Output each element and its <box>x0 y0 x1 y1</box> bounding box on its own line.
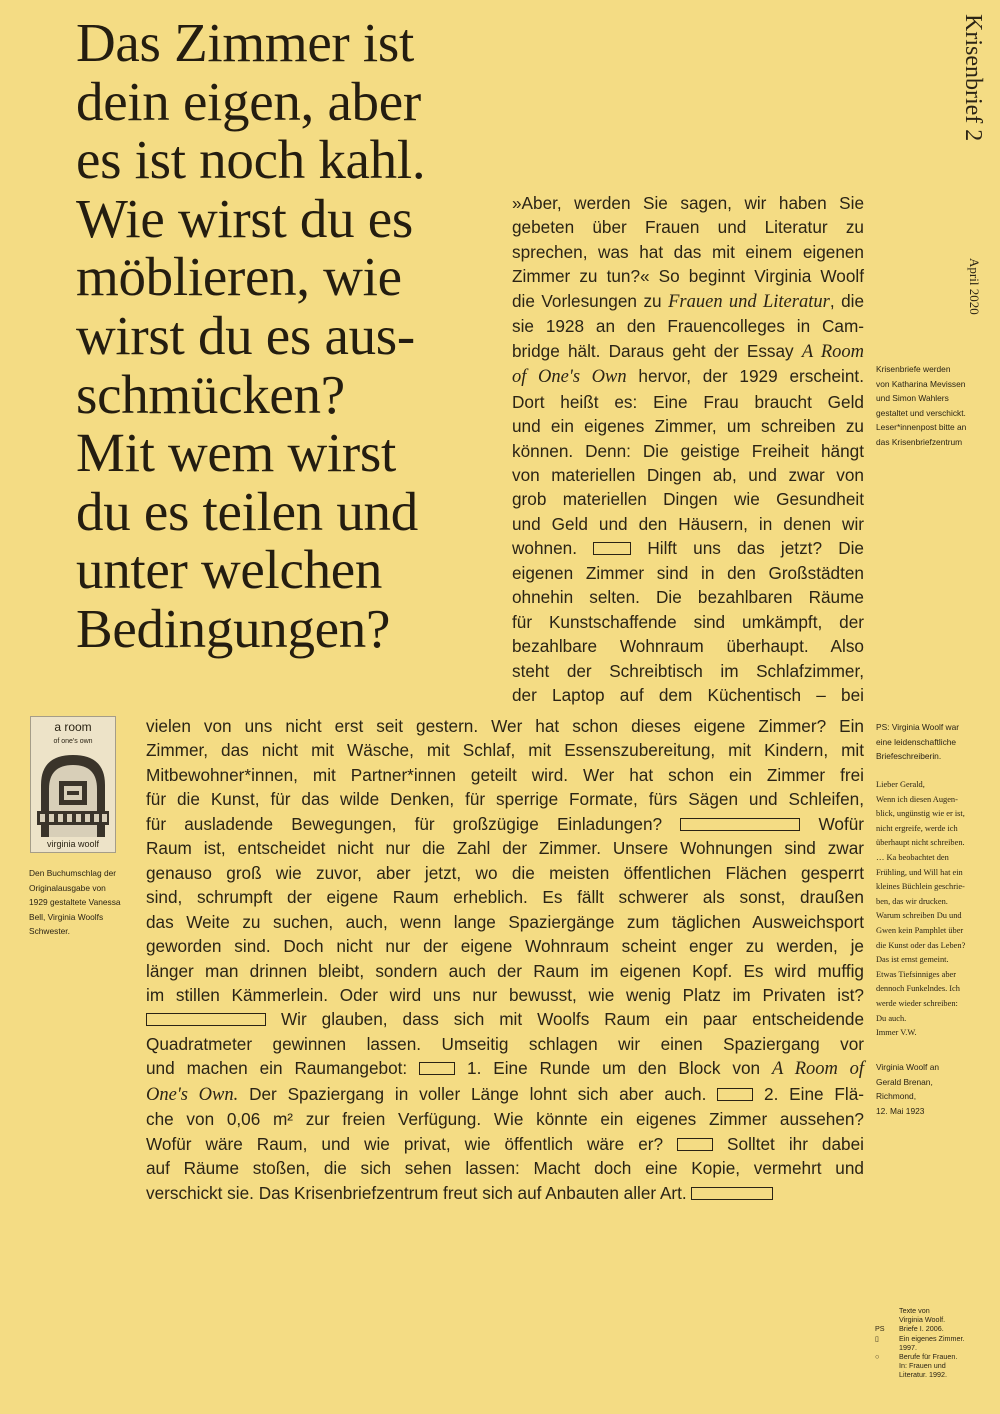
credit-line: 1997. <box>899 1342 917 1352</box>
credits-header-line: Virginia Woolf. <box>899 1315 946 1325</box>
book-cover-image <box>30 716 116 853</box>
caption-line: Originalausgabe von <box>29 882 106 893</box>
letter-source-line: Virginia Woolf an <box>876 1062 940 1072</box>
letter-line: dennoch Funkelndes. Ich <box>876 984 960 994</box>
blank-field-box-icon <box>691 1187 773 1200</box>
credit-symbol: ▯ <box>875 1333 879 1343</box>
caption-line: 1929 gestaltete Vanessa <box>29 897 121 908</box>
letter-line: Gwen kein Pamphlet über <box>876 925 964 935</box>
headline-line: Bedingungen? <box>76 597 391 659</box>
body-text-intro: »Aber, werden Sie sagen, wir haben Sie gebeten über Frauen und Literatur zu sprechen, was hat das mit einem eigenen Zimmer zu tun?« So beginnt Virginia Woolf die Vorlesungen zu Frauen und Literatur, die sie 1928 an den Frauencolleges in Cam- bridge hält. Daraus geht der Essay A Room of One's Own hervor, der 1929 erscheint. Dort heißt es: Eine Frau braucht Geld und ein eigenes Zimmer, um schreiben zu können. Denn: Die geistige Freiheit hängt von materiellen Dingen ab, und zwar von grob materiellen Dingen wie Gesundheit und Geld und den Häusern, in denen wir wohnen. Hilft uns das jetzt? Die eigenen Zimmer sind in den Großstädten ohnehin selten. Die bezahlbaren Räume für Kunstschaffende sind umkämpft, der bezahlbare Wohnraum überhaupt. Also steht der Schreibtisch im Schlafzimmer, der Laptop auf dem Küchentisch – bei <box>512 193 865 706</box>
letter-line: werde wieder schreiben: <box>876 998 958 1008</box>
letter-quote <box>876 778 965 1041</box>
letter-source <box>876 1060 939 1118</box>
rectangle-marker-icon <box>717 1088 753 1101</box>
headline-line: du es teilen und <box>76 480 418 542</box>
ps-line: Briefeschreiberin. <box>876 751 942 762</box>
blank-field-box-icon <box>680 818 800 831</box>
credit-line: In: Frauen und <box>899 1361 946 1371</box>
letter-source-line: Richmond, <box>876 1091 917 1102</box>
headline-line: Das Zimmer ist <box>76 12 414 73</box>
letter-line: Lieber Gerald, <box>876 780 925 789</box>
book-title-italic: A Room of <box>771 1059 864 1080</box>
rectangle-marker-icon <box>677 1138 713 1151</box>
letter-line: die Kunst oder das Leben? <box>876 940 966 950</box>
letter-line: Etwas Tiefsinniges aber <box>876 969 957 979</box>
headline-line: möblieren, wie <box>76 246 402 308</box>
book-title-italic: of One's Own <box>512 367 627 388</box>
rectangle-marker-icon <box>419 1062 455 1075</box>
letter-line: ben, das wir drucken. <box>876 896 948 906</box>
letter-line: blick, ungünstig wie er ist, <box>876 809 965 819</box>
letter-line: Wenn ich diesen Augen- <box>876 794 958 804</box>
headline-line: Wie wirst du es <box>76 187 413 249</box>
headline-line: es ist noch kahl. <box>76 129 426 191</box>
credit-symbol: PS <box>875 1324 885 1334</box>
letter-source-line: 12. Mai 1923 <box>876 1105 925 1116</box>
ps-line: PS: Virginia Woolf war <box>876 722 960 732</box>
cover-caption <box>29 866 121 939</box>
cover-author: virginia woolf <box>46 839 100 849</box>
letter-line: überhaupt nicht schreiben. <box>876 838 965 848</box>
cover-illustration <box>37 751 109 837</box>
letter-line: Warum schreiben Du und <box>876 911 962 921</box>
book-title-italic: One's Own. <box>146 1084 239 1105</box>
caption-line: Bell, Virginia Woolfs <box>29 911 104 922</box>
credit-line: Briefe I. 2006. <box>899 1324 944 1334</box>
imprint-line: das Krisenbriefzentrum <box>876 436 963 447</box>
credit-symbol: ○ <box>875 1352 880 1362</box>
cover-subtitle: of one's own <box>53 738 93 745</box>
body-text-main: vielen von uns nicht erst seit gestern. Wer hat schon dieses eigene Zimmer? Ein Zimmer, das nicht mit Wäsche, mit Schlaf, mit Essenszubereitung, mit Kindern, mit Mitbewohner*innen, mit Partner*innen geteilt wird. Wer hat schon ein Zimmer frei für die Kunst, für das wilde Denken, für sperrige Formate, fürs Sägen und Schleifen, für ausladende Bewegungen, für großzügige Einladungen? Wofür Raum ist, entscheidet nicht nur die Zahl der Zimmer. Unsere Wohnungen sind zwar genauso groß wie zuvor, aber jetzt, wo die meisten öffentlichen Flächen gesperrt sind, schrumpft der eigene Raum erheblich. Es fällt schwerer als sonst, draußen das Weite zu suchen, auch, wenn lange Spaziergänge zum täglichen Ausweichsport geworden sind. Doch nicht nur der eigene Wohnraum scheint enger zu werden, je länger man drinnen bleibt, sondern auch der Raum im eigenen Kopf. Es wird muffig im stillen Kämmerlein. Oder wird uns nur bewusst, wie wenig Platz im Privaten ist? Wir glauben, dass sich mit Woolfs Raum ein paar entscheidende Quadratmeter gewinnen lassen. Umseitig schlagen wir einen Spaziergang vor und machen ein Raumangebot: 1. Eine Runde um den Block von A Room of One's Own. Der Spaziergang in voller Länge lohnt sich aber auch. 2. Eine Flä- che von 0,06 m² zur freien Verfügung. Wie könnte ein eigenes Zimmer aussehen? Wofür wäre Raum, und wie privat, wie öffentlich wäre er? Solltet ihr dabei auf Räume stoßen, die sich sehen lassen: Macht doch eine Kopie, vermehrt und verschickt sie. Das Krisenbriefzentrum freut sich auf Anbauten aller Art. <box>146 716 865 1203</box>
book-title-italic: Frauen und Literatur <box>668 291 830 312</box>
caption-line: Schwester. <box>29 926 70 937</box>
headline-line: dein eigen, aber <box>76 70 421 132</box>
credit-line: Ein eigenes Zimmer. <box>899 1333 965 1343</box>
masthead-date: April 2020 <box>967 258 982 315</box>
cover-title: a room <box>54 720 92 734</box>
letter-line: … Ka beobachtet den <box>876 852 949 862</box>
blank-field-box-icon <box>146 1013 266 1026</box>
letter-line: Das ist ernst gemeint. <box>876 955 949 965</box>
imprint-line: Krisenbriefe werden <box>876 364 951 374</box>
imprint-line: Leser*innenpost bitte an <box>876 422 967 433</box>
headline-line: schmücken? <box>76 363 345 425</box>
letter-source-line: Gerald Brenan, <box>876 1076 933 1087</box>
headline <box>76 14 496 659</box>
letter-line: Frühling, und Will hat ein <box>876 867 963 877</box>
letter-line: kleines Büchlein geschrie- <box>876 882 965 892</box>
letter-line: Immer V.W. <box>876 1028 917 1038</box>
imprint <box>876 362 966 450</box>
caption-line: Den Buchumschlag der <box>29 868 117 878</box>
imprint-line: von Katharina Mevissen <box>876 378 966 389</box>
headline-line: unter welchen <box>76 539 383 601</box>
credits-header-line: Texte von <box>899 1306 930 1315</box>
ps-note <box>876 720 959 764</box>
book-title-italic: A Room <box>801 341 864 362</box>
imprint-line: gestaltet und verschickt. <box>876 407 966 418</box>
rectangle-marker-icon <box>593 542 631 555</box>
ps-line: eine leidenschaftliche <box>876 736 957 747</box>
masthead-title: Krisenbrief 2 <box>960 14 986 142</box>
letter-line: Du auch. <box>876 1013 907 1023</box>
imprint-line: und Simon Wahlers <box>876 393 949 404</box>
credit-line: Berufe für Frauen. <box>899 1352 958 1362</box>
text-credits <box>875 1306 965 1380</box>
headline-line: wirst du es aus- <box>76 304 415 366</box>
credit-line: Literatur. 1992. <box>899 1370 947 1380</box>
headline-line: Mit wem wirst <box>76 422 396 484</box>
letter-line: nicht ergreife, werde ich <box>876 823 958 833</box>
